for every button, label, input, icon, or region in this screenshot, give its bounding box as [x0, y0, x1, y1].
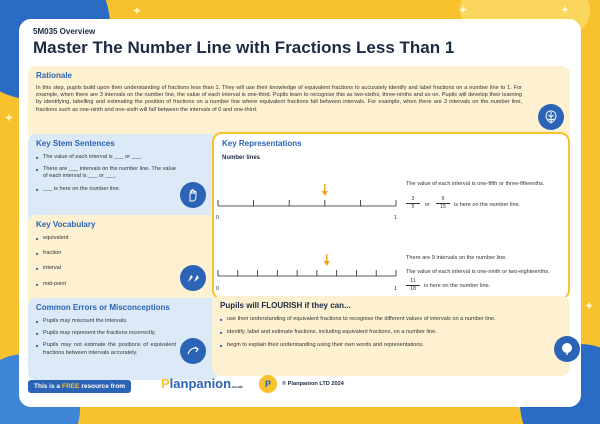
- list-item: ■ ___ is here on the number line.: [36, 186, 176, 193]
- number-line-1: [218, 184, 396, 206]
- errors-heading: Common Errors or Misconceptions: [36, 303, 170, 312]
- star-icon: ✦: [4, 111, 15, 125]
- number-line-2: [218, 254, 396, 276]
- position-arrow-head: [324, 261, 330, 266]
- chat-icon: [180, 265, 206, 291]
- planpanion-logo: Planpanion.co.uk: [161, 376, 243, 391]
- list-item: ■ The value of each interval is ___ or ___.: [36, 154, 176, 161]
- vocabulary-section: [28, 215, 218, 308]
- rationale-section: [28, 66, 570, 140]
- overview-card: [19, 19, 581, 407]
- list-item: ■ Pupils may miscount the intervals.: [36, 318, 176, 325]
- list-item: ■ Pupils may not estimate the positions of equivalent fractions between intervals accurately.: [36, 342, 176, 356]
- line1-start-label: 0: [216, 215, 220, 221]
- list-item: ■ Pupils may represent the fractions incorrectly.: [36, 330, 176, 337]
- list-item: ■ fraction: [36, 250, 176, 257]
- key-representations-heading: Key Representations: [222, 139, 302, 148]
- line1-position-text: is here on the number line.: [454, 202, 521, 208]
- signpost-icon: [180, 338, 206, 364]
- key-stem-heading: Key Stem Sentences: [36, 139, 115, 148]
- hand-icon: [180, 182, 206, 208]
- position-arrow-head: [322, 191, 328, 196]
- or-label: or: [425, 202, 430, 208]
- line2-end-label: 1: [394, 286, 398, 292]
- vocabulary-heading: Key Vocabulary: [36, 220, 96, 229]
- flourish-list: [220, 316, 562, 350]
- errors-section: [28, 298, 218, 380]
- free-resource-badge: This is a FREE resource from: [28, 380, 131, 393]
- line1-end-label: 1: [394, 215, 398, 221]
- fraction-three-fifths: $\frac{3}{5}$: [406, 196, 420, 211]
- page-title: Master The Number Line with Fractions Less Than 1: [33, 38, 455, 57]
- star-icon: ✦: [560, 3, 571, 17]
- copyright-text: © Planpanion LTD 2024: [282, 381, 344, 387]
- resource-code: 5M035 Overview: [33, 27, 96, 36]
- key-representations-section: [212, 132, 570, 300]
- tree-icon: [554, 336, 580, 362]
- list-item: ■ There are ___ intervals on the number line. The value of each interval is ___ or ___.: [36, 166, 176, 180]
- line2-description: The value of each interval is one-ninth or two-eighteenths.: [406, 269, 550, 275]
- key-stem-section: [28, 134, 218, 227]
- list-item: ■ equivalent: [36, 235, 176, 242]
- number-lines-figure: [214, 134, 572, 302]
- star-icon: ✦: [132, 4, 143, 18]
- planpanion-icon: P: [259, 375, 277, 393]
- star-icon: ✦: [458, 3, 469, 17]
- number-lines-subheading: Number lines: [222, 155, 261, 161]
- rationale-heading: Rationale: [36, 71, 73, 80]
- line2-start-label: 0: [216, 286, 220, 292]
- list-item: ■ interval: [36, 265, 176, 272]
- line1-description: The value of each interval is one-fifth or three-fifteenths.: [406, 181, 545, 187]
- flourish-section: [212, 296, 570, 376]
- flourish-heading: Pupils will FLOURISH if they can...: [220, 301, 351, 310]
- fraction-eleven-eighteenths: $\frac{11}{18}$: [406, 278, 420, 293]
- brain-icon: [538, 104, 564, 130]
- list-item: ■ mid-point: [36, 281, 176, 288]
- list-item: ■ identify, label and estimate fractions, including equivalent fractions, on a number line.: [220, 329, 550, 336]
- line2-position-text: is here on the number line.: [424, 283, 491, 289]
- fraction-nine-fifteenths: $\frac{9}{15}$: [436, 196, 450, 211]
- line2-intervals-text: There are 9 intervals on the number line.: [406, 255, 507, 261]
- star-icon: ✦: [584, 299, 595, 313]
- rationale-text: In this step, pupils build upon their understanding of fractions less than 1. They will use their knowledge of equivalent fractions to accurately identify and label fractions on a number line to 1. For example, when there are 3 intervals on the number line, the value of each interval is one-third. Pupils learn to recognise this as two-sixths, three-ninths and so on. Pupils will develop their learning by identifying, labelling and estimating the position of fractions on a number line where equivalent fractions fall between intervals. For example, when there are 3 intervals on the number line, fractions such as one-ninth and one-sixth will fall between the intervals of 0 and one-third.: [36, 85, 522, 113]
- list-item: ■ use their understanding of equivalent fractions to recognise the different values of intervals on a number line.: [220, 316, 550, 323]
- list-item: ■ begin to explain their understanding using their own words and representations.: [220, 342, 550, 349]
